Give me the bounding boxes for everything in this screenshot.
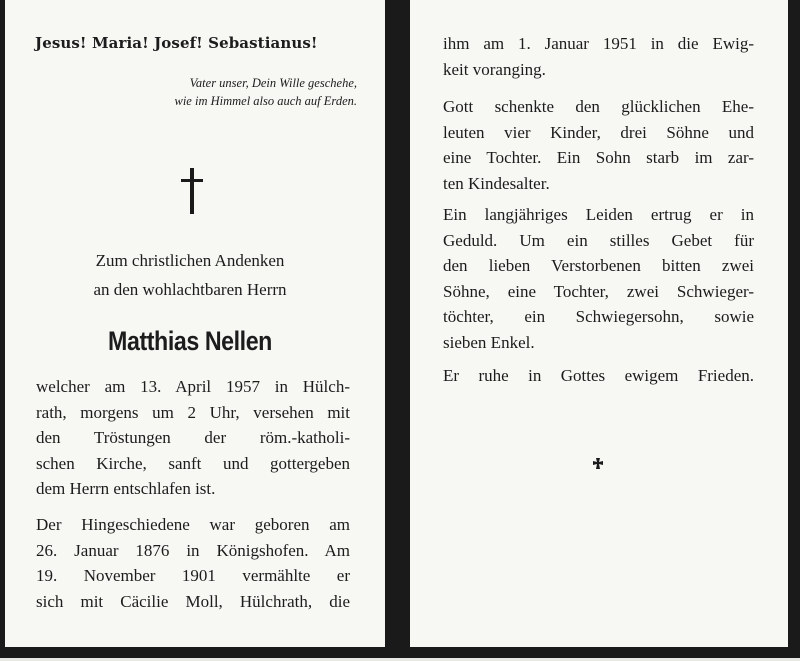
text-line: schen Kirche, sanft und gottergeben bbox=[36, 453, 350, 473]
text-line: den Tröstungen der röm.-katholi- bbox=[36, 428, 350, 447]
suffering-paragraph bbox=[443, 202, 754, 355]
text-line: sich mit Cäcilie Moll, Hülchrath, die bbox=[36, 591, 350, 611]
text-line: ten Kindesalter. bbox=[443, 173, 550, 193]
text-line: den lieben Verstorbenen bitten zwei bbox=[443, 256, 754, 275]
deceased-name: Matthias Nellen bbox=[108, 326, 272, 356]
memorial-dedication bbox=[0, 246, 380, 304]
text-line: Söhne, eine Tochter, zwei Schwieger- bbox=[443, 281, 754, 301]
text-line: 26. Januar 1876 in Königshofen. Am bbox=[36, 540, 350, 560]
text-line: ihm am 1. Januar 1951 in die Ewig- bbox=[443, 34, 754, 53]
text-line: Geduld. Um ein stilles Gebet für bbox=[443, 230, 754, 250]
text-line: töchter, ein Schwiegersohn, sowie bbox=[443, 307, 754, 326]
memorial-line: Zum christlichen Andenken bbox=[95, 251, 285, 270]
text-line: Gott schenkte den glücklichen Ehe- bbox=[443, 97, 754, 116]
latin-cross-icon bbox=[181, 168, 203, 214]
closing-blessing bbox=[443, 363, 754, 389]
death-paragraph bbox=[36, 374, 350, 502]
text-line: Er ruhe in Gottes ewigem Frieden. bbox=[443, 366, 754, 385]
text-line: eine Tochter. Ein Sohn starb im zar- bbox=[443, 148, 754, 167]
prayer-line: Vater unser, Dein Wille geschehe, bbox=[189, 76, 357, 90]
prayer-line: wie im Himmel also auch auf Erden. bbox=[174, 93, 357, 108]
text-line: dem Herrn entschlafen ist. bbox=[36, 479, 216, 498]
text-line: Der Hingeschiedene war geboren am bbox=[36, 515, 350, 534]
invocation-heading: Jesus! Maria! Josef! Sebastianus! bbox=[35, 34, 318, 52]
wife-death-paragraph bbox=[443, 31, 754, 82]
text-line: rath, morgens um 2 Uhr, versehen mit bbox=[36, 402, 350, 422]
text-line: keit voranging. bbox=[443, 59, 546, 79]
text-line: welcher am 13. April 1957 in Hülch- bbox=[36, 377, 350, 396]
memorial-line: an den wohlachtbaren Herrn bbox=[93, 280, 287, 299]
prayer-verse bbox=[127, 75, 357, 110]
text-line: 19. November 1901 vermählte er bbox=[36, 566, 350, 585]
biography-paragraph bbox=[36, 512, 350, 614]
text-line: sieben Enkel. bbox=[443, 332, 535, 352]
text-line: Ein langjähriges Leiden ertrug er in bbox=[443, 205, 754, 224]
children-paragraph bbox=[443, 94, 754, 196]
text-line: leuten vier Kinder, drei Söhne und bbox=[443, 122, 754, 142]
cross-pattee-icon bbox=[592, 458, 604, 470]
